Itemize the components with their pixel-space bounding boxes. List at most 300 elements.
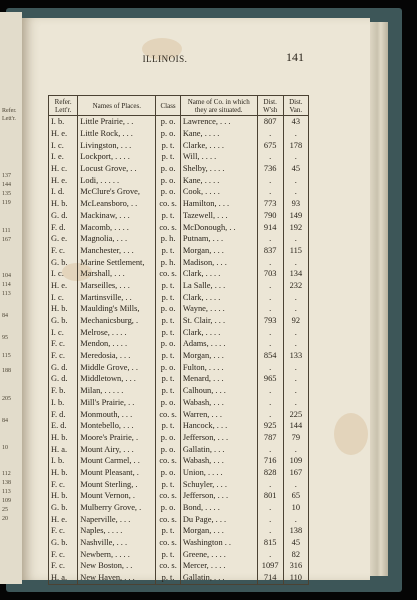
class-cell: co. s. [156, 490, 181, 502]
county-cell: Wabash, . . . [180, 397, 257, 409]
ref-cell: H. e. [49, 513, 78, 525]
ref-cell: F. c. [49, 350, 78, 362]
table-row [49, 116, 309, 128]
place-name-cell: McClure's Grove, [78, 186, 156, 198]
county-cell: Washington . . [180, 537, 257, 549]
county-cell: Adams, . . . . [180, 338, 257, 350]
dist-washington-cell: 716 [257, 455, 283, 467]
class-cell: p. t. [156, 572, 181, 584]
column-header-class: Class [156, 96, 181, 116]
class-cell: p. o. [156, 186, 181, 198]
dist-washington-cell: . [257, 326, 283, 338]
dist-vandalia-cell: 45 [283, 537, 308, 549]
class-cell: co. s. [156, 513, 181, 525]
dist-washington-cell: 914 [257, 221, 283, 233]
dist-washington-cell: 925 [257, 420, 283, 432]
ref-cell: I. c. [49, 291, 78, 303]
class-cell: co. s. [156, 198, 181, 210]
dist-vandalia-cell: . [283, 385, 308, 397]
class-cell: p. o. [156, 502, 181, 514]
table-row [49, 467, 309, 479]
county-cell: Cook, . . . . [180, 186, 257, 198]
dist-washington-cell: . [257, 548, 283, 560]
dist-washington-cell: 965 [257, 373, 283, 385]
place-name-cell: Marine Settlement, [78, 256, 156, 268]
ref-cell: F. c. [49, 525, 78, 537]
dist-vandalia-cell: 192 [283, 221, 308, 233]
county-cell: Gallatin, . . . [180, 572, 257, 584]
class-cell: p. t. [156, 210, 181, 222]
column-header-name: Names of Places. [78, 96, 156, 116]
county-cell: Bond, . . . . [180, 502, 257, 514]
dist-washington-cell: . [257, 478, 283, 490]
dist-vandalia-cell: . [283, 256, 308, 268]
county-cell: Fulton, . . . . [180, 361, 257, 373]
dist-vandalia-cell: . [283, 291, 308, 303]
class-cell: p. t. [156, 548, 181, 560]
place-name-cell: Locust Grove, . . [78, 163, 156, 175]
table-row [49, 128, 309, 140]
place-name-cell: Livingston, . . . [78, 139, 156, 151]
table-row [49, 315, 309, 327]
county-cell: Menard, . . . [180, 373, 257, 385]
table-row [49, 210, 309, 222]
table-row [49, 221, 309, 233]
ref-cell: H. c. [49, 163, 78, 175]
ref-cell: H. e. [49, 128, 78, 140]
place-name-cell: Martinsville, . . [78, 291, 156, 303]
column-header-dist-vandalia: Dist. Van. [283, 96, 308, 116]
left-page-fragment: 119 [2, 200, 11, 206]
ref-cell: I. b. [49, 116, 78, 128]
table-row [49, 572, 309, 584]
county-cell: Calhoun, . . . [180, 385, 257, 397]
class-cell: p. t. [156, 245, 181, 257]
table-row [49, 361, 309, 373]
ref-cell: H. e. [49, 280, 78, 292]
dist-vandalia-cell: . [283, 151, 308, 163]
table-row [49, 478, 309, 490]
dist-vandalia-cell: 133 [283, 350, 308, 362]
dist-washington-cell: 807 [257, 116, 283, 128]
class-cell: p. t. [156, 373, 181, 385]
dist-washington-cell: 815 [257, 537, 283, 549]
dist-vandalia-cell: . [283, 186, 308, 198]
county-cell: Morgan, . . . [180, 525, 257, 537]
table-row [49, 233, 309, 245]
county-cell: Du Page, . . . [180, 513, 257, 525]
left-page-edge [0, 12, 22, 584]
place-name-cell: Mulberry Grove, . [78, 502, 156, 514]
table-row [49, 490, 309, 502]
dist-vandalia-cell: 93 [283, 198, 308, 210]
place-name-cell: Moore's Prairie, . [78, 432, 156, 444]
dist-washington-cell: 793 [257, 315, 283, 327]
ref-cell: I. c. [49, 139, 78, 151]
dist-vandalia-cell: . [283, 338, 308, 350]
place-name-cell: Middle Grove, . . [78, 361, 156, 373]
left-page-fragment: 113 [2, 291, 11, 297]
dist-washington-cell: 1097 [257, 560, 283, 572]
dist-vandalia-cell: 167 [283, 467, 308, 479]
ref-cell: G. b. [49, 315, 78, 327]
county-cell: Shelby, . . . . [180, 163, 257, 175]
dist-vandalia-cell: . [283, 513, 308, 525]
ref-cell: F. d. [49, 408, 78, 420]
left-page-fragment: 111 [2, 228, 11, 234]
ref-cell: F. c. [49, 560, 78, 572]
dist-vandalia-cell: 92 [283, 315, 308, 327]
table-row [49, 537, 309, 549]
table-row [49, 280, 309, 292]
county-cell: Lawrence, . . . [180, 116, 257, 128]
class-cell: p. t. [156, 420, 181, 432]
ref-cell: I. b. [49, 397, 78, 409]
ref-cell: G. b. [49, 537, 78, 549]
county-cell: Warren, . . . [180, 408, 257, 420]
dist-vandalia-cell: . [283, 303, 308, 315]
ref-cell: F. c. [49, 548, 78, 560]
dist-washington-cell: 773 [257, 198, 283, 210]
table-header-row [49, 96, 309, 116]
class-cell: p. o. [156, 361, 181, 373]
ref-cell: E. d. [49, 420, 78, 432]
dist-washington-cell: 828 [257, 467, 283, 479]
dist-washington-cell: . [257, 128, 283, 140]
county-cell: Madison, . . . [180, 256, 257, 268]
place-name-cell: Little Rock, . . . [78, 128, 156, 140]
place-name-cell: New Boston, . . [78, 560, 156, 572]
dist-vandalia-cell: 316 [283, 560, 308, 572]
class-cell: p. o. [156, 397, 181, 409]
ref-cell: H. e. [49, 174, 78, 186]
table-row [49, 420, 309, 432]
class-cell: co. s. [156, 221, 181, 233]
ref-cell: H. b. [49, 198, 78, 210]
left-page-fragment: 205 [2, 396, 11, 402]
county-cell: La Salle, . . . [180, 280, 257, 292]
left-page-fragment: 138 [2, 480, 11, 486]
column-header-ref: Refer. Lett'r. [49, 96, 78, 116]
ref-cell: H. b. [49, 303, 78, 315]
class-cell: p. t. [156, 478, 181, 490]
table-row [49, 408, 309, 420]
class-cell: p. t. [156, 139, 181, 151]
place-name-cell: Naperville, . . . [78, 513, 156, 525]
dist-vandalia-cell: 110 [283, 572, 308, 584]
ref-cell: H. a. [49, 572, 78, 584]
dist-washington-cell: . [257, 174, 283, 186]
place-name-cell: Montebello, . . . [78, 420, 156, 432]
dist-washington-cell: . [257, 385, 283, 397]
dist-vandalia-cell: 115 [283, 245, 308, 257]
county-cell: Schuyler, . . . [180, 478, 257, 490]
place-name-cell: Mechanicsburg, . [78, 315, 156, 327]
class-cell: p. t. [156, 350, 181, 362]
dist-vandalia-cell: 109 [283, 455, 308, 467]
county-cell: Kane, . . . . [180, 128, 257, 140]
dist-vandalia-cell: 134 [283, 268, 308, 280]
county-cell: Jefferson, . . . [180, 432, 257, 444]
class-cell: p. h. [156, 256, 181, 268]
class-cell: p. o. [156, 467, 181, 479]
ref-cell: G. d. [49, 361, 78, 373]
table-row [49, 268, 309, 280]
left-page-fragment: 188 [2, 368, 11, 374]
left-page-fragment: 84 [2, 313, 8, 319]
dist-washington-cell: . [257, 186, 283, 198]
table-row [49, 139, 309, 151]
place-name-cell: Marseilles, . . . [78, 280, 156, 292]
place-name-cell: Mackinaw, . . . [78, 210, 156, 222]
table-row [49, 385, 309, 397]
ref-cell: F. c. [49, 478, 78, 490]
dist-vandalia-cell: 178 [283, 139, 308, 151]
dist-vandalia-cell: . [283, 174, 308, 186]
table-row [49, 443, 309, 455]
left-page-fragment: 115 [2, 353, 11, 359]
left-page-fragment: 112 [2, 471, 11, 477]
ref-cell: F. b. [49, 385, 78, 397]
class-cell: p. o. [156, 174, 181, 186]
ref-cell: H. b. [49, 490, 78, 502]
left-page-fragment: 114 [2, 282, 11, 288]
dist-vandalia-cell: 65 [283, 490, 308, 502]
dist-vandalia-cell: . [283, 373, 308, 385]
ref-cell: F. d. [49, 221, 78, 233]
dist-vandalia-cell: . [283, 443, 308, 455]
place-name-cell: Newbern, . . . . [78, 548, 156, 560]
dist-washington-cell: . [257, 151, 283, 163]
table-row [49, 174, 309, 186]
page-header-title: ILLINOIS. [142, 54, 188, 64]
dist-vandalia-cell: . [283, 326, 308, 338]
dist-washington-cell: 736 [257, 163, 283, 175]
dist-washington-cell: . [257, 408, 283, 420]
dist-washington-cell: . [257, 338, 283, 350]
dist-washington-cell: . [257, 525, 283, 537]
table-row [49, 303, 309, 315]
class-cell: p. o. [156, 128, 181, 140]
place-name-cell: Nashville, . . . [78, 537, 156, 549]
dist-washington-cell: 703 [257, 268, 283, 280]
left-page-fragment: 109 [2, 498, 11, 504]
place-name-cell: Maulding's Mills, [78, 303, 156, 315]
class-cell: p. o. [156, 303, 181, 315]
place-name-cell: Lockport, . . . . [78, 151, 156, 163]
class-cell: p. t. [156, 525, 181, 537]
page-number: 141 [286, 50, 304, 64]
class-cell: p. t. [156, 291, 181, 303]
ref-cell: G. d. [49, 373, 78, 385]
dist-washington-cell: . [257, 502, 283, 514]
place-name-cell: Marshall, . . . [78, 268, 156, 280]
dist-vandalia-cell: . [283, 361, 308, 373]
place-name-cell: Monmouth, . . . [78, 408, 156, 420]
class-cell: p. o. [156, 163, 181, 175]
table-row [49, 548, 309, 560]
class-cell: p. t. [156, 315, 181, 327]
class-cell: p. t. [156, 280, 181, 292]
place-name-cell: Mount Sterling, . [78, 478, 156, 490]
dist-washington-cell: . [257, 233, 283, 245]
table-row [49, 256, 309, 268]
place-name-cell: Mount Airy, . . . [78, 443, 156, 455]
left-page-fragment: 25 [2, 507, 8, 513]
left-page-fragment: Lett'r. [2, 116, 16, 122]
dist-vandalia-cell: 79 [283, 432, 308, 444]
dist-vandalia-cell: 45 [283, 163, 308, 175]
dist-vandalia-cell: 10 [283, 502, 308, 514]
county-cell: Will, . . . . [180, 151, 257, 163]
class-cell: co. s. [156, 537, 181, 549]
class-cell: p. o. [156, 443, 181, 455]
county-cell: Clark, . . . . [180, 291, 257, 303]
table-row [49, 502, 309, 514]
ref-cell: G. b. [49, 502, 78, 514]
place-name-cell: McLeansboro, . . [78, 198, 156, 210]
table-row [49, 326, 309, 338]
dist-vandalia-cell: 144 [283, 420, 308, 432]
left-page-fragment: 167 [2, 237, 11, 243]
dist-washington-cell: 714 [257, 572, 283, 584]
table-row [49, 560, 309, 572]
class-cell: co. s. [156, 560, 181, 572]
dist-washington-cell: . [257, 513, 283, 525]
ref-cell: F. c. [49, 338, 78, 350]
left-page-fragment: 137 [2, 173, 11, 179]
county-cell: Hancock, . . . [180, 420, 257, 432]
ref-cell: I. c. [49, 268, 78, 280]
place-name-cell: New Haven, . . . [78, 572, 156, 584]
county-cell: Putnam, . . . [180, 233, 257, 245]
dist-washington-cell: . [257, 361, 283, 373]
dist-washington-cell: . [257, 397, 283, 409]
table-row [49, 163, 309, 175]
class-cell: p. o. [156, 116, 181, 128]
county-cell: St. Clair, . . . [180, 315, 257, 327]
page-edge-stack [370, 22, 388, 576]
ref-cell: H. a. [49, 443, 78, 455]
county-cell: Clarke, . . . . [180, 139, 257, 151]
place-name-cell: Magnolia, . . . [78, 233, 156, 245]
county-cell: Wayne, . . . . [180, 303, 257, 315]
dist-vandalia-cell: 82 [283, 548, 308, 560]
place-name-cell: Manchester, . . . [78, 245, 156, 257]
place-name-cell: Mount Carmel, . . [78, 455, 156, 467]
class-cell: co. s. [156, 268, 181, 280]
table-row [49, 338, 309, 350]
class-cell: co. s. [156, 408, 181, 420]
ref-cell: I. c. [49, 326, 78, 338]
dist-washington-cell: 801 [257, 490, 283, 502]
place-name-cell: Lodi, . . . . . [78, 174, 156, 186]
ref-cell: F. c. [49, 245, 78, 257]
place-name-cell: Macomb, . . . . [78, 221, 156, 233]
place-name-cell: Middletown, . . . [78, 373, 156, 385]
dist-washington-cell: 837 [257, 245, 283, 257]
county-cell: Kane, . . . . [180, 174, 257, 186]
table-row [49, 513, 309, 525]
left-page-fragment: 10 [2, 445, 8, 451]
dist-washington-cell: . [257, 303, 283, 315]
county-cell: Tazewell, . . . [180, 210, 257, 222]
county-cell: McDonough, . . [180, 221, 257, 233]
table-row [49, 397, 309, 409]
table-row [49, 151, 309, 163]
class-cell: p. t. [156, 326, 181, 338]
county-cell: Greene, . . . . [180, 548, 257, 560]
gazetteer-table [48, 95, 309, 585]
place-name-cell: Mount Pleasant, . [78, 467, 156, 479]
column-header-county: Name of Co. in which they are situated. [180, 96, 257, 116]
class-cell: p. o. [156, 432, 181, 444]
dist-vandalia-cell: . [283, 128, 308, 140]
column-header-dist-washington: Dist. W'sh [257, 96, 283, 116]
left-page-fragment: 95 [2, 335, 8, 341]
class-cell: p. h. [156, 233, 181, 245]
table-row [49, 373, 309, 385]
county-cell: Jefferson, . . . [180, 490, 257, 502]
county-cell: Wabash, . . . [180, 455, 257, 467]
table-row [49, 432, 309, 444]
county-cell: Union, . . . . [180, 467, 257, 479]
dist-vandalia-cell: 225 [283, 408, 308, 420]
table-row [49, 186, 309, 198]
ref-cell: I. e. [49, 151, 78, 163]
dist-washington-cell: 675 [257, 139, 283, 151]
dist-washington-cell: 854 [257, 350, 283, 362]
class-cell: p. o. [156, 338, 181, 350]
left-page-fragment: 20 [2, 516, 8, 522]
foxing-spot [334, 413, 368, 455]
place-name-cell: Little Prairie, . . [78, 116, 156, 128]
county-cell: Mercer, . . . . [180, 560, 257, 572]
table-body [49, 116, 309, 585]
table-row [49, 525, 309, 537]
dist-vandalia-cell: 43 [283, 116, 308, 128]
dist-washington-cell: . [257, 256, 283, 268]
class-cell: p. t. [156, 151, 181, 163]
dist-vandalia-cell: . [283, 478, 308, 490]
place-name-cell: Meredosia, . . . [78, 350, 156, 362]
ref-cell: G. e. [49, 233, 78, 245]
table-row [49, 291, 309, 303]
ref-cell: I. b. [49, 455, 78, 467]
class-cell: p. t. [156, 385, 181, 397]
left-page-fragment: 113 [2, 489, 11, 495]
dist-vandalia-cell: 232 [283, 280, 308, 292]
dist-washington-cell: . [257, 291, 283, 303]
county-cell: Clark, . . . . [180, 268, 257, 280]
ref-cell: I. d. [49, 186, 78, 198]
class-cell: co. s. [156, 455, 181, 467]
dist-washington-cell: . [257, 280, 283, 292]
place-name-cell: Milan, . . . . . [78, 385, 156, 397]
dist-vandalia-cell: 149 [283, 210, 308, 222]
place-name-cell: Melrose, . . . . [78, 326, 156, 338]
ref-cell: H. b. [49, 467, 78, 479]
dist-washington-cell: 787 [257, 432, 283, 444]
place-name-cell: Naples, . . . . [78, 525, 156, 537]
dist-vandalia-cell: 138 [283, 525, 308, 537]
county-cell: Morgan, . . . [180, 350, 257, 362]
table-row [49, 198, 309, 210]
table-row [49, 245, 309, 257]
county-cell: Gallatin, . . . [180, 443, 257, 455]
place-name-cell: Mendon, . . . . [78, 338, 156, 350]
county-cell: Clark, . . . . [180, 326, 257, 338]
